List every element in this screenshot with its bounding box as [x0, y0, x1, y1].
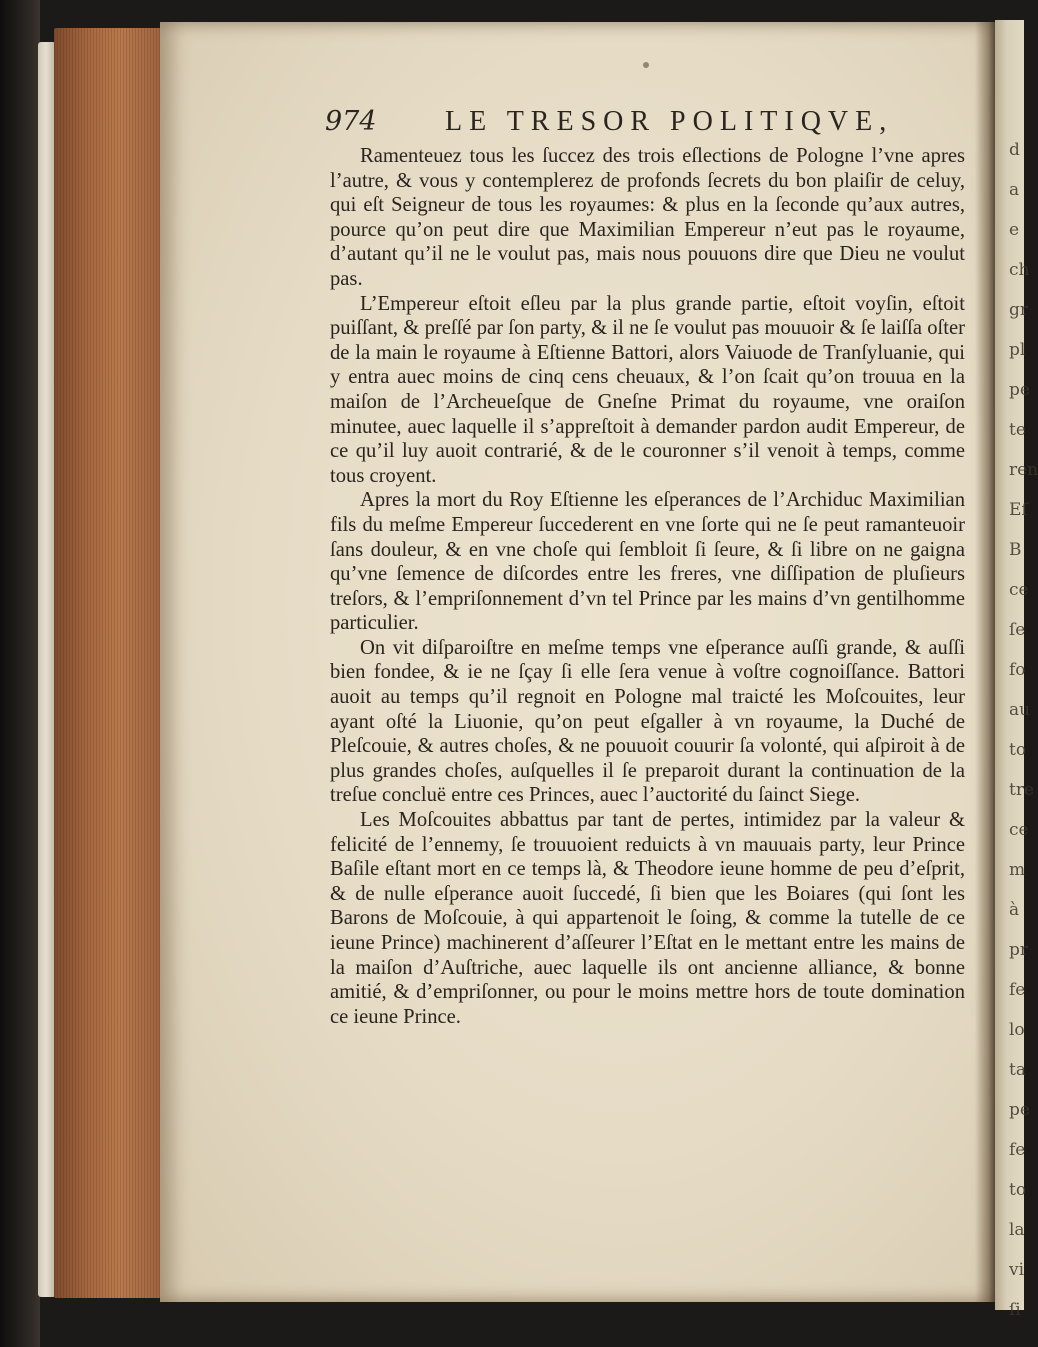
- facing-page-fragment: tre: [1009, 780, 1035, 800]
- page-header: [165, 106, 935, 146]
- facing-page-fragment: au: [1009, 700, 1031, 720]
- page-body: [330, 144, 965, 1029]
- facing-page-fragment: B: [1009, 540, 1022, 560]
- page-number: 974: [325, 106, 377, 137]
- facing-page-fragment: Eſ: [1009, 500, 1028, 520]
- paragraph: Les Moſcouites abbattus par tant de pertes, intimidez par la valeur & felicité de l’ennemy, ſe trouuoient reduicts à vn mauuais party, leur Prince Baſile eſtant mort en ce temps là, & Theodore ieune homme de peu d’eſprit, & de nulle eſperance auoit ſuccedé, ſi bien que les Boiares (qui ſont les Barons de Moſcouie, à qui appartenoit le ſoing, & comme la tutelle de ce ieune Prince) machinerent d’aſſeurer l’Eſtat en le mettant entre les mains de la maiſon d’Auſtriche, auec laquelle ils ont ancienne alliance, & bonne amitié, & d’empriſonner, ou pour le moins mettre hors de toute domination ce ieune Prince.: [330, 809, 965, 1028]
- facing-page-fragment: ch: [1009, 260, 1030, 280]
- facing-page-fragment: a: [1009, 180, 1020, 200]
- facing-page-fragment: pe: [1009, 380, 1030, 400]
- facing-page-fragment: gr: [1009, 300, 1029, 320]
- paragraph: Ramenteuez tous les ſuccez des trois eſlections de Pologne l’vne apres l’autre, & vous y contemplerez de profonds ſecrets du bon plaiſir de celuy, qui eſt Seigneur de tous les royaumes: & plus en la ſeconde qu’aux autres, pource qu’on peut dire que Maximilian Empereur n’eut pas le royaume, d’autant qu’il ne le voulut pas, mais nous pouuons dire que Dieu ne voulut pas.: [330, 145, 965, 290]
- facing-page-fragment: fe: [1009, 1140, 1026, 1160]
- facing-page-fragment: ſe: [1009, 620, 1026, 640]
- facing-page-fragment: m: [1009, 860, 1026, 880]
- facing-page-fragment: to: [1009, 1180, 1027, 1200]
- facing-page-fragment: vi: [1009, 1260, 1025, 1280]
- ink-speck: [643, 62, 649, 68]
- facing-page-fragment: ren: [1009, 460, 1038, 480]
- facing-page-fragment: lo: [1009, 1020, 1025, 1040]
- paragraph: L’Empereur eſtoit eſleu par la plus grande partie, eſtoit voyſin, eſtoit puiſſant, & preſſé par ſon party, & il ne ſe voulut pas mouuoir & ſe laiſſa oſter de la main le royaume à Eſtienne Battori, alors Vaiuode de Tranſyluanie, qui y entra auec moins de cinq cens cheuaux, & l’on ſcait qu’on trouua en la maiſon de l’Archeueſque de Gneſne Primat du royaume, vne oraiſon minutee, auec laquelle il s’appreſtoit à demander pardon audit Empereur, de ce qu’il luy auoit contrarié, & de le couronner s’il venoit à temps, comme tous croyent.: [330, 292, 965, 487]
- cover-shadow: [0, 0, 40, 1347]
- facing-page-fragment: to: [1009, 740, 1027, 760]
- facing-page-fragment: te: [1009, 420, 1026, 440]
- facing-page-fragment: ſi: [1009, 1300, 1021, 1320]
- facing-page-fragment: la: [1009, 1220, 1025, 1240]
- facing-page-fragment: pl: [1009, 340, 1026, 360]
- facing-page-fragment: fe: [1009, 980, 1026, 1000]
- facing-page-fragment: pr: [1009, 940, 1029, 960]
- facing-page-fragment: ce: [1009, 580, 1029, 600]
- facing-page-fragment: fo: [1009, 660, 1026, 680]
- page-gutter: [975, 22, 997, 1302]
- facing-page-fragment: d: [1009, 140, 1020, 160]
- facing-page-fragment: à: [1009, 900, 1020, 920]
- facing-page-edge: [995, 20, 1038, 1320]
- paragraph: Apres la mort du Roy Eſtienne les eſperances de l’Archiduc Maximilian fils du meſme Empereur ſuccederent en vne ſorte qui ne ſe peut ramanteuoir ſans douleur, & en vne choſe qui ſembloit ſi ſeure, & ſi libre on ne gaigna qu’vne ſemence de diſcordes entre les freres, vne diſſipation de pluſieurs treſors, & l’empriſonnement d’vn tel Prince par les mains d’vn gentilhomme particulier.: [330, 489, 965, 635]
- facing-page-fragment: pe: [1009, 1100, 1030, 1120]
- facing-page-fragment: e: [1009, 220, 1020, 240]
- running-title: LE TRESOR POLITIQVE,: [445, 106, 894, 137]
- page-fore-edge: [54, 28, 164, 1298]
- paragraph: On vit diſparoiſtre en meſme temps vne eſperance auſſi grande, & auſſi bien fondee, & ie ne ſçay ſi elle ſera venue à voſtre cognoiſſance. Battori auoit au temps qu’il regnoit en Pologne mal traicté les Moſcouites, leur ayant oſté la Liuonie, qu’on peut eſgaller à vn royaume, la Duché de Pleſcouie, & autres choſes, & ne pouuoit couurir ſa volonté, qui aſpiroit à de plus grandes choſes, auſquelles il ſe preparoit durant la continuation de la treſue concluë entre ces Princes, auec l’auctorité du ſainct Siege.: [330, 636, 965, 807]
- facing-page-fragment: ce: [1009, 820, 1029, 840]
- facing-page-fragment: ta: [1009, 1060, 1026, 1080]
